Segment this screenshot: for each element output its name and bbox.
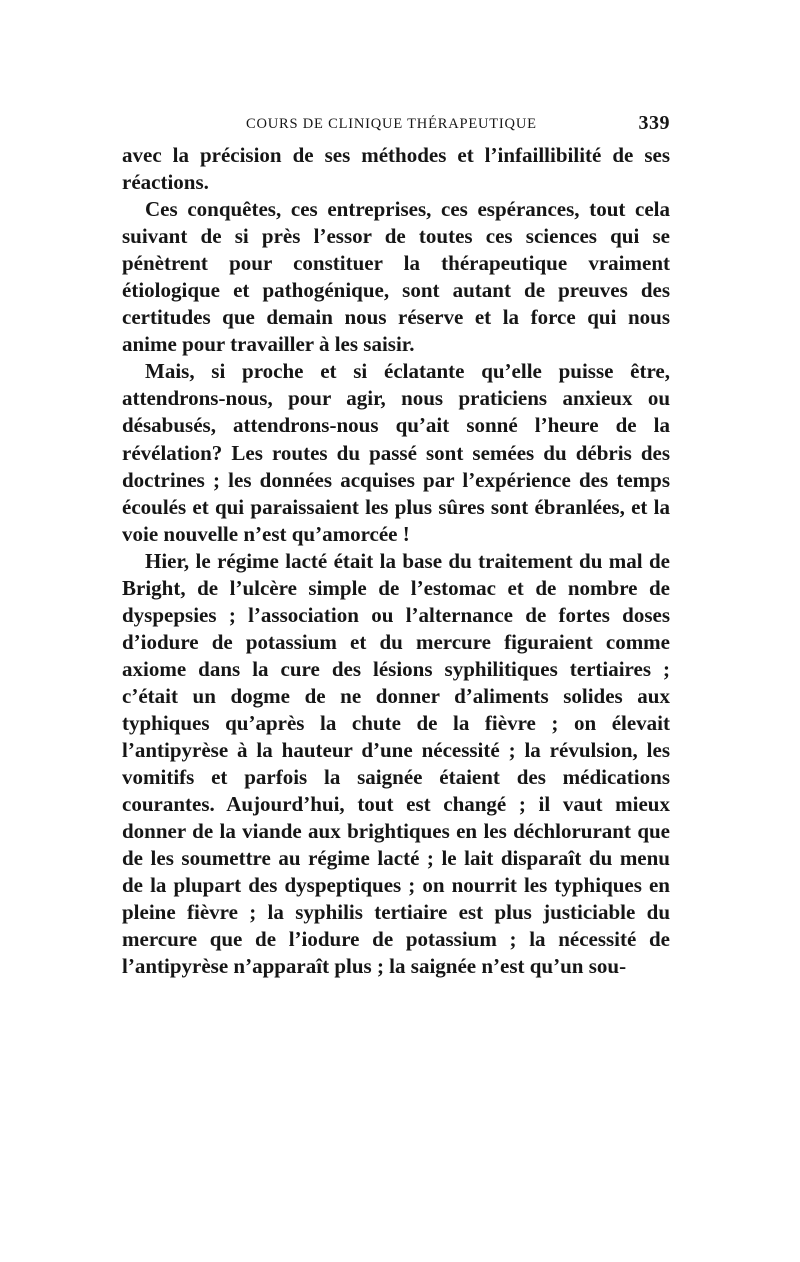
running-header (122, 112, 670, 142)
book-page (122, 112, 670, 980)
page-number: 339 (638, 112, 670, 134)
body-text (122, 142, 670, 980)
paragraph: Hier, le régime lacté était la base du traitement du mal de Bright, de l’ulcère simple de l’estomac et de nombre de dyspepsies ; l’association ou l’alternance de fortes doses d’iodure de potassium et du mercure figuraient comme axiome dans la cure des lésions syphilitiques tertiaires ; c’était un dogme de ne donner d’aliments solides aux typhiques qu’après la chute de la fièvre ; on élevait l’antipyrèse à la hauteur d’une nécessité ; la révulsion, les vomitifs et parfois la saignée étaient des médications courantes. Aujourd’hui, tout est changé ; il vaut mieux donner de la viande aux brightiques en les déchlorurant que de les soumettre au régime lacté ; le lait disparaît du menu de la plupart des dyspeptiques ; on nourrit les typhiques en pleine fièvre ; la syphilis tertiaire est plus justiciable du mercure que de l’iodure de potassium ; la nécessité de l’antipyrèse n’apparaît plus ; la saignée n’est qu’un sou- (122, 548, 670, 979)
paragraph-continuation: avec la précision de ses méthodes et l’infaillibilité de ses réactions. (122, 143, 670, 195)
paragraph: Mais, si proche et si éclatante qu’elle puisse être, attendrons-nous, pour agir, nous praticiens anxieux ou désabusés, attendrons-nous qu’ait sonné l’heure de la révélation? Les routes du passé sont semées du débris des doctrines ; les données acquises par l’expérience des temps écoulés et qui paraissaient les plus sûres sont ébranlées, et la voie nouvelle n’est qu’amorcée ! (122, 359, 670, 546)
running-title: COURS DE CLINIQUE THÉRAPEUTIQUE (246, 116, 537, 132)
paragraph: Ces conquêtes, ces entreprises, ces espérances, tout cela suivant de si près l’essor de toutes ces sciences qui se pénètrent pour constituer la thérapeutique vraiment étiologique et pathogénique, sont autant de preuves des certitudes que demain nous réserve et la force qui nous anime pour travailler à les saisir. (122, 197, 670, 357)
